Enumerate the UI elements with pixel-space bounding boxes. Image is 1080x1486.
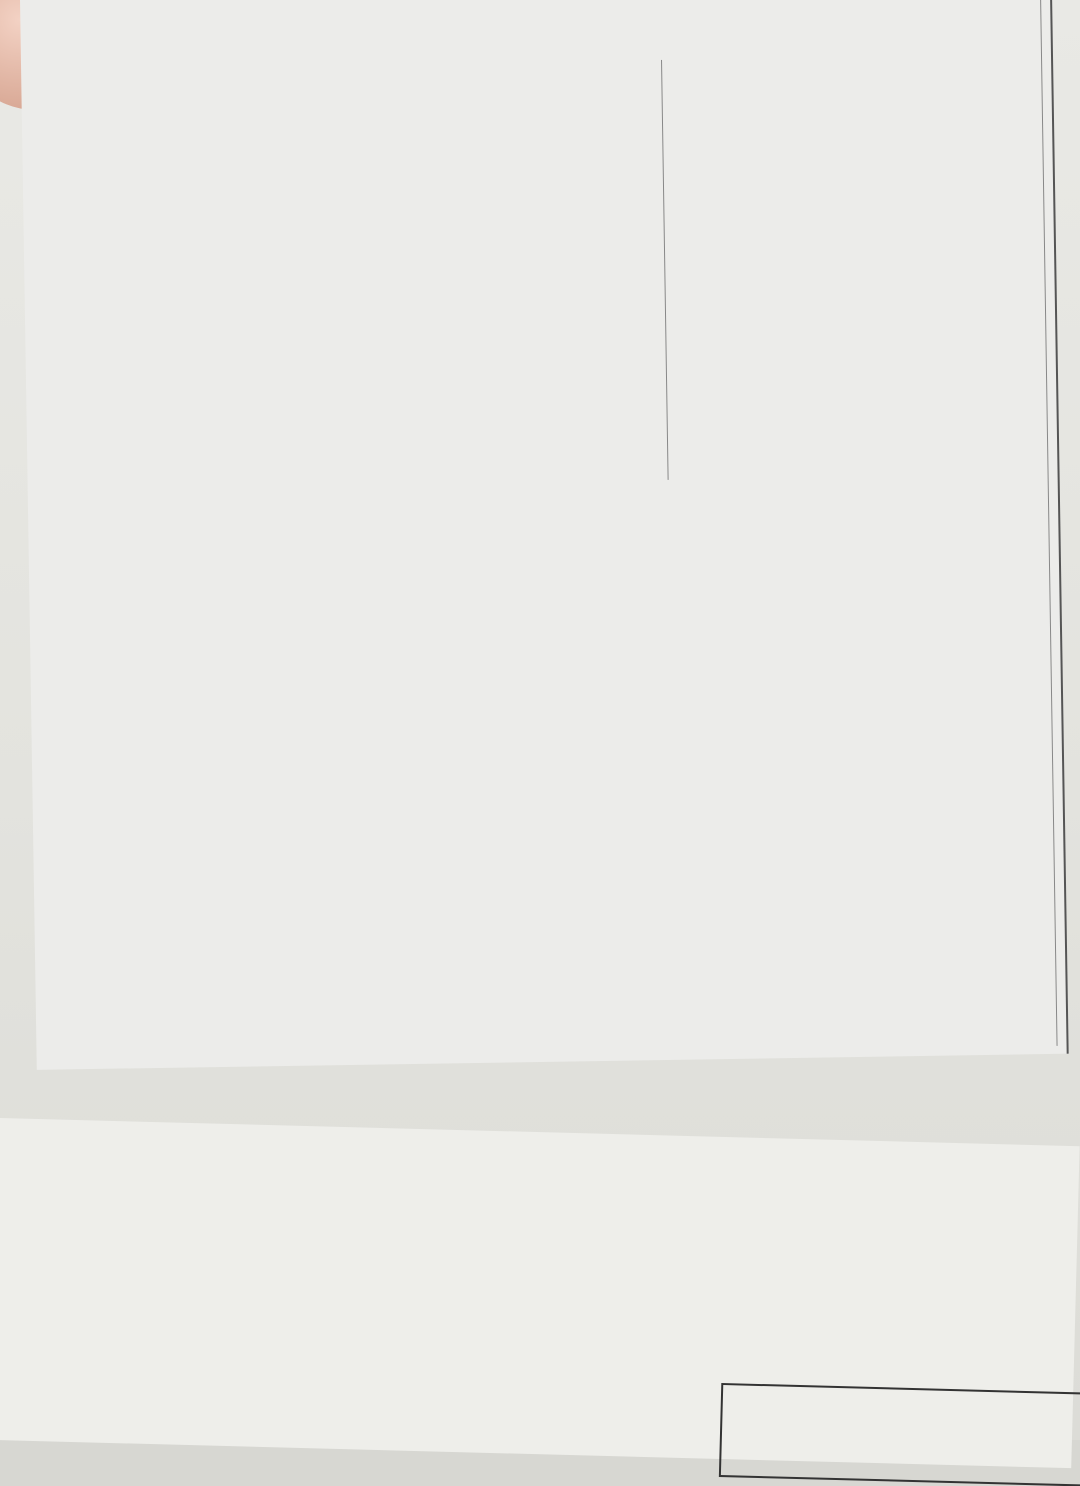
- avg-price-row: [27, 452, 1047, 497]
- promo-leaflet: [0, 1118, 1080, 1468]
- fridge-box: [719, 1383, 1080, 1486]
- promo-body: [45, 1239, 685, 1264]
- col-used-header: [660, 0, 770, 2]
- divider: [1040, 0, 1058, 1046]
- bill-table: [20, 0, 1069, 1070]
- promo-paragraph: [45, 1239, 685, 1256]
- divider: [661, 60, 669, 480]
- promo-item-1: [45, 1247, 685, 1264]
